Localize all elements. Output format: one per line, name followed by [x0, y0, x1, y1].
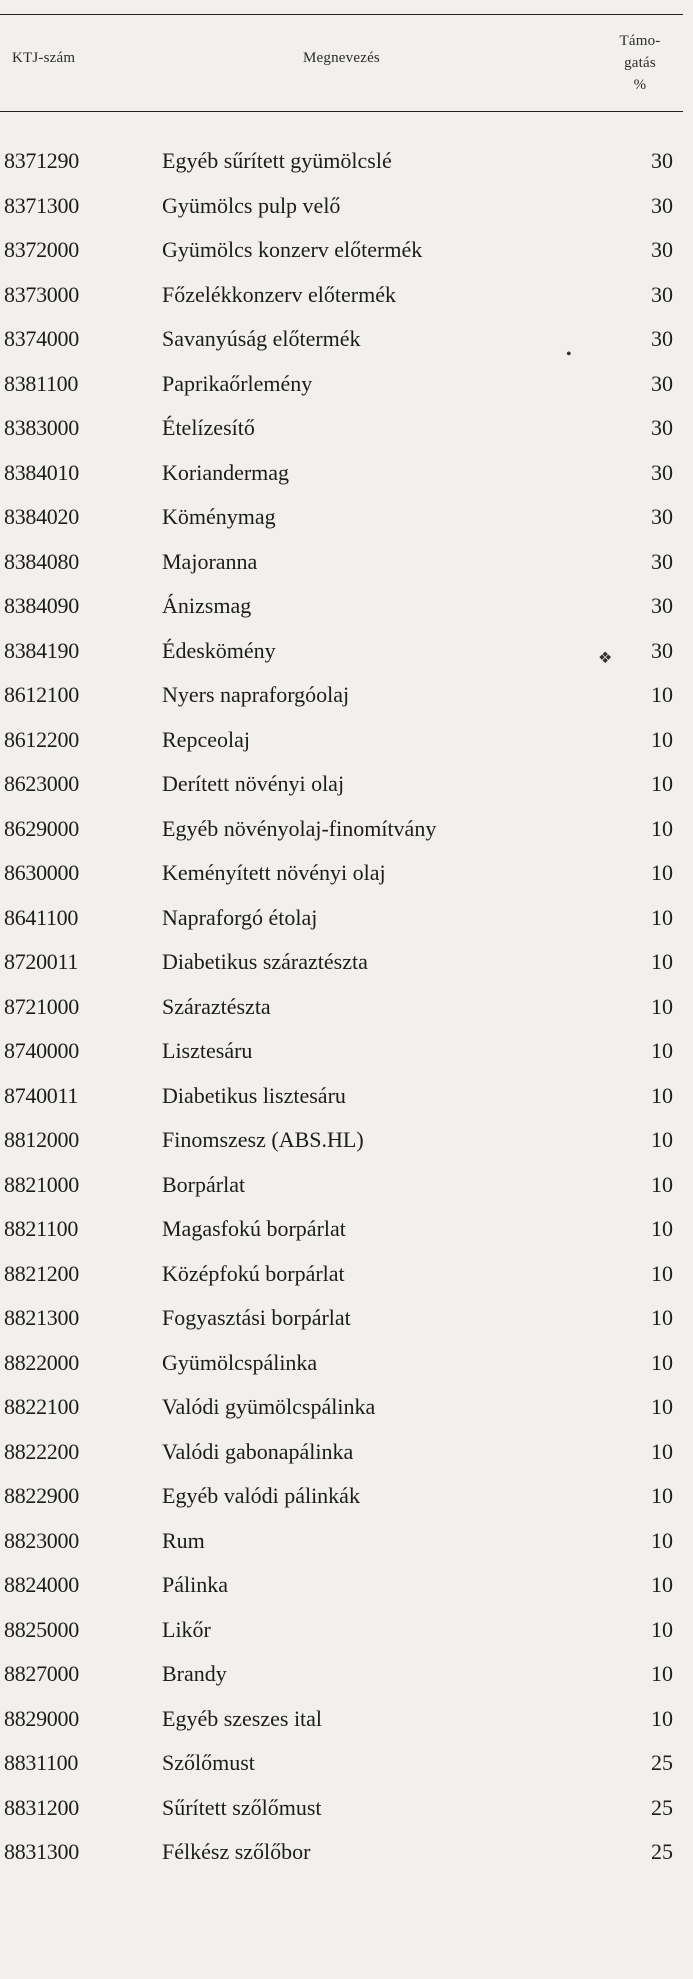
row-name: Főzelékkonzerv előtermék [162, 281, 396, 307]
row-code: 8740000 [4, 1038, 79, 1063]
row-name: Likőr [162, 1616, 211, 1642]
table-row [0, 1125, 693, 1170]
row-code: 8812000 [4, 1127, 79, 1152]
table-row [0, 235, 693, 280]
row-name: Szőlőmust [162, 1750, 255, 1775]
row-name: Magasfokú borpárlat [162, 1216, 346, 1241]
row-name: Lisztesáru [162, 1038, 253, 1063]
row-name: Paprikaőrlemény [162, 370, 313, 396]
row-percent: 10 [651, 1483, 673, 1508]
row-name: Valódi gyümölcspálinka [162, 1394, 376, 1419]
row-name: Egyéb növényolaj-finomítvány [162, 815, 437, 841]
table-row [0, 1392, 693, 1437]
table-row [0, 502, 693, 547]
row-code: 8831100 [4, 1750, 79, 1775]
row-code: 8824000 [4, 1572, 79, 1597]
table-row [0, 725, 693, 770]
row-code: 8827000 [4, 1661, 79, 1686]
row-code: 8372000 [4, 237, 79, 262]
row-code: 8821100 [4, 1216, 79, 1241]
row-name: Diabetikus lisztesáru [162, 1082, 346, 1108]
header-percent-line1: Támo- [619, 33, 661, 49]
row-name: Sűrített szőlőmust [162, 1794, 322, 1820]
table-row [0, 458, 693, 503]
table-row [0, 1303, 693, 1348]
table-row [0, 1481, 693, 1526]
row-name: Diabetikus száraztészta [162, 949, 368, 974]
row-name: Savanyúság előtermék [162, 326, 361, 351]
table-row [0, 1081, 693, 1126]
row-percent: 10 [651, 1216, 673, 1241]
row-percent: 10 [651, 1260, 673, 1286]
row-percent: 30 [651, 370, 673, 396]
row-name: Finomszesz (ABS.HL) [162, 1127, 364, 1152]
row-percent: 30 [651, 637, 673, 663]
row-percent: 30 [651, 192, 673, 218]
row-name: Napraforgó étolaj [162, 904, 318, 930]
table-row [0, 1214, 693, 1259]
row-name: Édeskömény [162, 637, 276, 663]
row-percent: 10 [651, 949, 673, 974]
row-code: 8623000 [4, 771, 79, 796]
row-percent: 30 [651, 237, 673, 262]
row-code: 8822200 [4, 1438, 79, 1464]
row-percent: 10 [651, 993, 673, 1019]
row-name: Száraztészta [162, 993, 271, 1019]
table-row [0, 1659, 693, 1704]
row-code: 8822000 [4, 1349, 79, 1375]
row-name: Pálinka [162, 1572, 228, 1597]
table-row [0, 992, 693, 1037]
row-name: Valódi gabonapálinka [162, 1438, 354, 1464]
table-row [0, 814, 693, 859]
row-percent: 30 [651, 281, 673, 307]
table-row [0, 1036, 693, 1081]
row-code: 8384010 [4, 459, 79, 485]
ink-mark: ❖ [598, 650, 613, 667]
row-name: Egyéb szeszes ital [162, 1705, 323, 1731]
table-row [0, 1170, 693, 1215]
row-name: Félkész szőlőbor [162, 1839, 311, 1864]
table-row [0, 280, 693, 325]
row-code: 8821300 [4, 1305, 79, 1330]
row-percent: 10 [651, 1394, 673, 1419]
table-row [0, 769, 693, 814]
header-percent-line3: % [633, 77, 647, 93]
table-row [0, 1793, 693, 1838]
row-name: Ánizsmag [162, 593, 252, 618]
row-name: Nyers napraforgóolaj [162, 682, 350, 707]
row-code: 8829000 [4, 1705, 79, 1731]
row-percent: 30 [651, 504, 673, 529]
row-name: Fogyasztási borpárlat [162, 1305, 351, 1330]
table-row [0, 1570, 693, 1615]
row-code: 8822900 [4, 1483, 79, 1508]
row-percent: 10 [651, 1661, 673, 1686]
table-row [0, 1748, 693, 1793]
row-percent: 10 [651, 1038, 673, 1063]
table-row [0, 1704, 693, 1749]
header-code: KTJ-szám [12, 50, 76, 66]
row-percent: 25 [651, 1750, 673, 1775]
row-name: Középfokú borpárlat [162, 1260, 345, 1286]
row-code: 8612100 [4, 682, 79, 707]
row-code: 8822100 [4, 1394, 79, 1419]
row-code: 8371290 [4, 148, 79, 173]
row-code: 8720011 [4, 949, 79, 974]
table-row [0, 591, 693, 636]
table-row [0, 1259, 693, 1304]
row-code: 8831300 [4, 1839, 79, 1864]
header-rule [0, 111, 683, 112]
table-row [0, 191, 693, 236]
row-name: Borpárlat [162, 1171, 246, 1197]
row-name: Ételízesítő [162, 415, 255, 440]
row-name: Rum [162, 1527, 205, 1553]
row-name: Egyéb sűrített gyümölcslé [162, 148, 392, 173]
row-percent: 10 [651, 860, 673, 885]
row-percent: 10 [651, 771, 673, 796]
row-name: Majoranna [162, 548, 258, 574]
row-name: Derített növényi olaj [162, 771, 345, 796]
table-row [0, 1837, 693, 1882]
row-name: Gyümölcs konzerv előtermék [162, 237, 423, 262]
header-percent [600, 30, 680, 96]
row-percent: 10 [651, 904, 673, 930]
row-name: Gyümölcs pulp velő [162, 192, 341, 218]
row-code: 8381100 [4, 370, 79, 396]
table-row [0, 369, 693, 414]
table-row [0, 547, 693, 592]
row-name: Repceolaj [162, 726, 250, 752]
row-code: 8384020 [4, 504, 79, 529]
row-code: 8374000 [4, 326, 79, 351]
row-code: 8612200 [4, 726, 79, 752]
row-percent: 25 [651, 1794, 673, 1820]
row-code: 8630000 [4, 860, 79, 885]
row-code: 8384090 [4, 593, 79, 618]
row-percent: 10 [651, 1572, 673, 1597]
table-row [0, 1526, 693, 1571]
row-name: Gyümölcspálinka [162, 1349, 318, 1375]
row-percent: 10 [651, 1127, 673, 1152]
row-percent: 10 [651, 1171, 673, 1197]
table-row [0, 947, 693, 992]
row-code: 8821200 [4, 1260, 79, 1286]
row-code: 8629000 [4, 815, 79, 841]
table-row [0, 903, 693, 948]
header-percent-line2: gatás [624, 55, 656, 71]
row-percent: 10 [651, 726, 673, 752]
row-code: 8721000 [4, 993, 79, 1019]
row-percent: 10 [651, 1438, 673, 1464]
row-code: 8831200 [4, 1794, 79, 1820]
row-code: 8821000 [4, 1171, 79, 1197]
row-code: 8740011 [4, 1082, 79, 1108]
row-percent: 10 [651, 1527, 673, 1553]
row-code: 8823000 [4, 1527, 79, 1553]
table-row [0, 680, 693, 725]
row-percent: 30 [651, 326, 673, 351]
row-percent: 30 [651, 459, 673, 485]
table-row [0, 858, 693, 903]
top-rule [0, 14, 683, 15]
row-percent: 10 [651, 1616, 673, 1642]
row-percent: 10 [651, 1705, 673, 1731]
row-percent: 10 [651, 815, 673, 841]
row-percent: 30 [651, 593, 673, 618]
row-percent: 30 [651, 548, 673, 574]
row-code: 8384190 [4, 637, 79, 663]
table-body [0, 146, 693, 1882]
table-row [0, 413, 693, 458]
row-percent: 10 [651, 682, 673, 707]
row-name: Koriandermag [162, 459, 290, 485]
row-percent: 10 [651, 1349, 673, 1375]
row-name: Köménymag [162, 504, 276, 529]
row-code: 8825000 [4, 1616, 79, 1642]
table-row [0, 324, 693, 369]
row-name: Keményített növényi olaj [162, 860, 386, 885]
print-dot: • [566, 346, 572, 363]
row-percent: 10 [651, 1082, 673, 1108]
table-row [0, 146, 693, 191]
row-code: 8373000 [4, 281, 79, 307]
row-percent: 30 [651, 148, 673, 173]
header-name: Megnevezés [303, 50, 380, 66]
row-percent: 25 [651, 1839, 673, 1864]
table-row [0, 1348, 693, 1393]
row-name: Egyéb valódi pálinkák [162, 1483, 360, 1508]
row-percent: 10 [651, 1305, 673, 1330]
row-percent: 30 [651, 415, 673, 440]
table-row [0, 1615, 693, 1660]
row-name: Brandy [162, 1661, 227, 1686]
row-code: 8641100 [4, 904, 79, 930]
table-row [0, 636, 693, 681]
row-code: 8371300 [4, 192, 79, 218]
row-code: 8383000 [4, 415, 79, 440]
row-code: 8384080 [4, 548, 79, 574]
table-row [0, 1437, 693, 1482]
